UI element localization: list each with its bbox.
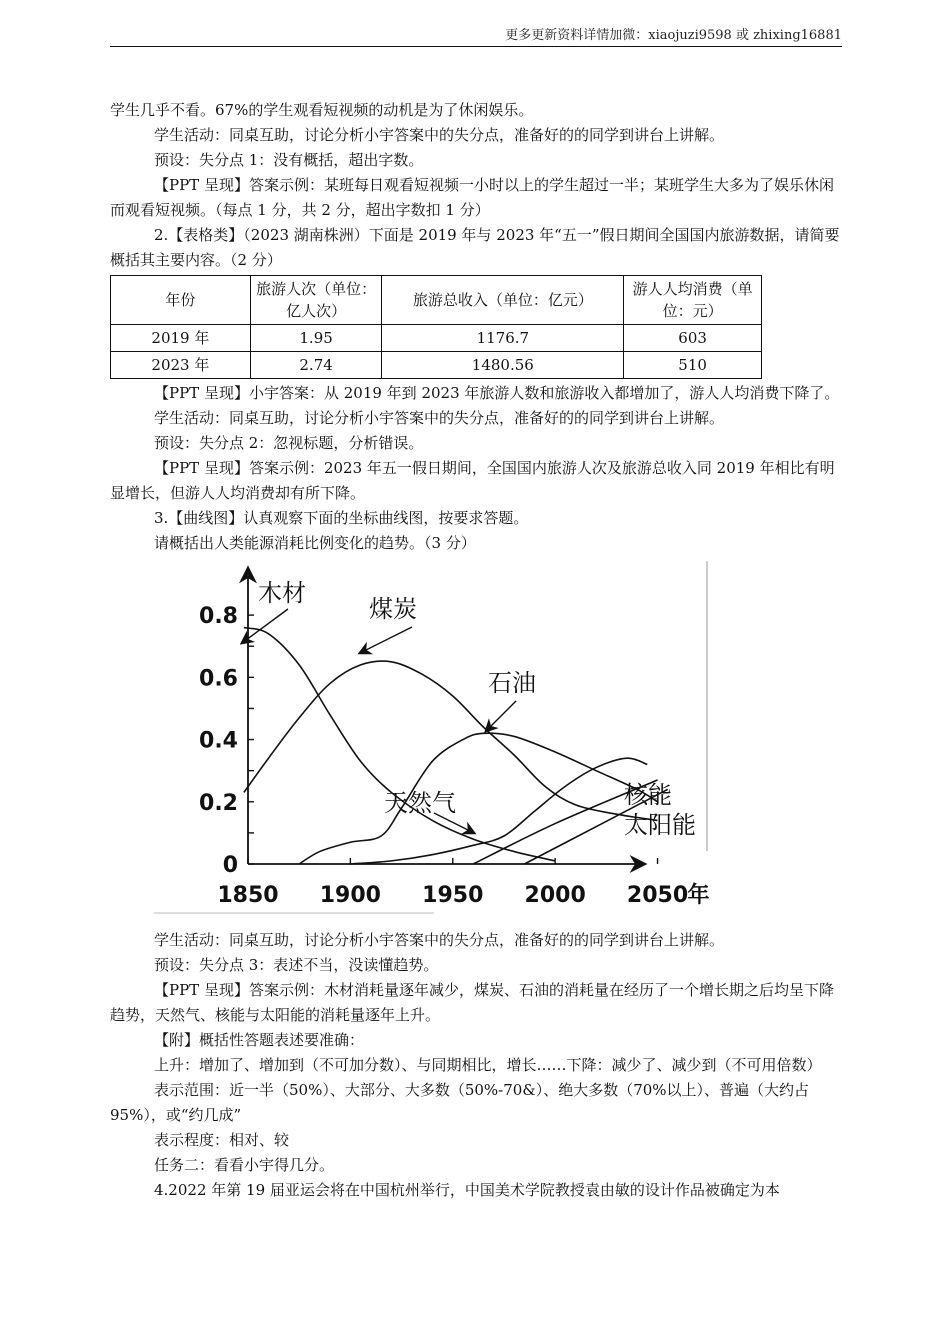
paragraph: 表示程度：相对、较 xyxy=(154,1131,290,1149)
paragraph: 预设：失分点 2：忽视标题，分析错误。 xyxy=(154,434,424,452)
series-label-oil: 石油 xyxy=(488,669,536,697)
table-header-cell: 年份 xyxy=(111,276,251,325)
table-cell: 1176.7 xyxy=(382,325,624,352)
tourism-data-table xyxy=(110,275,762,379)
paragraph: 【PPT 呈现】答案示例：2023 年五一假日期间，全国国内旅游人次及旅游总收入同 2019 年相比有明显增长，但游人人均消费却有所下降。 xyxy=(110,459,835,502)
paragraph: 【PPT 呈现】小宇答案：从 2019 年到 2023 年旅游人数和旅游收入都增加了，游人人均消费下降了。 xyxy=(154,384,840,402)
y-tick-label: 0 xyxy=(222,853,238,878)
paragraph: 预设：失分点 1：没有概括，超出字数。 xyxy=(154,151,424,169)
y-tick-label: 0.2 xyxy=(199,790,238,816)
table-header-cell: 旅游人次（单位：亿人次） xyxy=(250,276,382,325)
paragraph: 任务二：看看小宇得几分。 xyxy=(154,1156,335,1174)
table-cell: 510 xyxy=(624,352,762,379)
paragraph: 【附】概括性答题表述要准确： xyxy=(154,1031,365,1049)
paragraph: 预设：失分点 3：表述不当，没读懂趋势。 xyxy=(154,956,439,974)
x-tick-label: 1900 xyxy=(319,883,381,908)
paragraph: 学生几乎不看。67%的学生观看短视频的动机是为了休闲娱乐。 xyxy=(110,101,534,119)
question-2-prompt: 2.【表格类】（2023 湖南株洲）下面是 2019 年与 2023 年“五一”假日期间全国国内旅游数据，请简要概括其主要内容。（2 分） xyxy=(110,226,840,269)
paragraph: 学生活动：同桌互助，讨论分析小宇答案中的失分点，准备好的的同学到讲台上讲解。 xyxy=(154,126,725,144)
table-cell: 1480.56 xyxy=(382,352,624,379)
table-cell: 2.74 xyxy=(250,352,382,379)
paragraph: 表示范围：近一半（50%）、大部分、大多数（50%-70&）、绝大多数（70%以上）、普遍（大约占 95%），或“约几成” xyxy=(110,1081,810,1124)
x-tick-label: 1950 xyxy=(422,883,484,908)
table-header-row xyxy=(111,276,762,325)
paragraph: 学生活动：同桌互助，讨论分析小宇答案中的失分点，准备好的的同学到讲台上讲解。 xyxy=(154,409,725,427)
table-cell: 603 xyxy=(624,325,762,352)
series-label-coal: 煤炭 xyxy=(369,595,417,623)
series-label-wood: 木材 xyxy=(258,579,306,607)
y-tick-label: 0.4 xyxy=(199,728,238,754)
page-content xyxy=(110,98,842,1203)
y-tick-label: 0.6 xyxy=(199,666,238,692)
x-tick-label: 1850 xyxy=(217,883,279,908)
table-header-cell: 游人人均消费（单位：元） xyxy=(624,276,762,325)
question-3-prompt: 3.【曲线图】认真观察下面的坐标曲线图，按要求答题。 xyxy=(154,509,529,527)
paragraph: 上升：增加了、增加到（不可加分数）、与同期相比，增长……下降：减少了、减少到（不可用倍数） xyxy=(154,1056,822,1074)
series-label-natural-gas: 天然气 xyxy=(384,789,456,817)
table-header-cell: 旅游总收入（单位：亿元） xyxy=(382,276,624,325)
series-label-nuclear: 核能 xyxy=(624,781,672,809)
table-cell: 1.95 xyxy=(250,325,382,352)
x-tick-label: 2050 xyxy=(626,883,689,908)
table-row xyxy=(111,325,762,352)
paragraph: 请概括出人类能源消耗比例变化的趋势。（3 分） xyxy=(154,534,476,552)
table-row xyxy=(111,352,762,379)
series-pointer-oil xyxy=(486,701,516,731)
page-header: 更多更新资料详情加微：xiaojuzi9598 或 zhixing16881 xyxy=(110,24,842,47)
series-label-solar: 太阳能 xyxy=(624,811,696,839)
y-tick-label: 0.8 xyxy=(199,604,238,630)
series-line-wood xyxy=(244,628,555,861)
series-pointer-coal xyxy=(360,627,412,653)
x-unit-label: 年 xyxy=(687,883,710,908)
x-tick-label: 2000 xyxy=(524,883,586,908)
chart-svg xyxy=(154,561,754,923)
table-cell: 2019 年 xyxy=(111,325,251,352)
paragraph: 学生活动：同桌互助，讨论分析小宇答案中的失分点，准备好的的同学到讲台上讲解。 xyxy=(154,931,725,949)
table-cell: 2023 年 xyxy=(111,352,251,379)
paragraph: 【PPT 呈现】答案示例：木材消耗量逐年减少，煤炭、石油的消耗量在经历了一个增长期之后均呈下降趋势，天然气、核能与太阳能的消耗量逐年上升。 xyxy=(110,981,834,1024)
paragraph: 【PPT 呈现】答案示例：某班每日观看短视频一小时以上的学生超过一半；某班学生大多为了娱乐休闲而观看短视频。（每点 1 分，共 2 分，超出字数扣 1 分） xyxy=(110,176,834,219)
question-4-prompt: 4.2022 年第 19 届亚运会将在中国杭州举行，中国美术学院教授袁由敏的设计作品被确定为本 xyxy=(154,1181,780,1199)
energy-consumption-chart xyxy=(154,561,754,923)
